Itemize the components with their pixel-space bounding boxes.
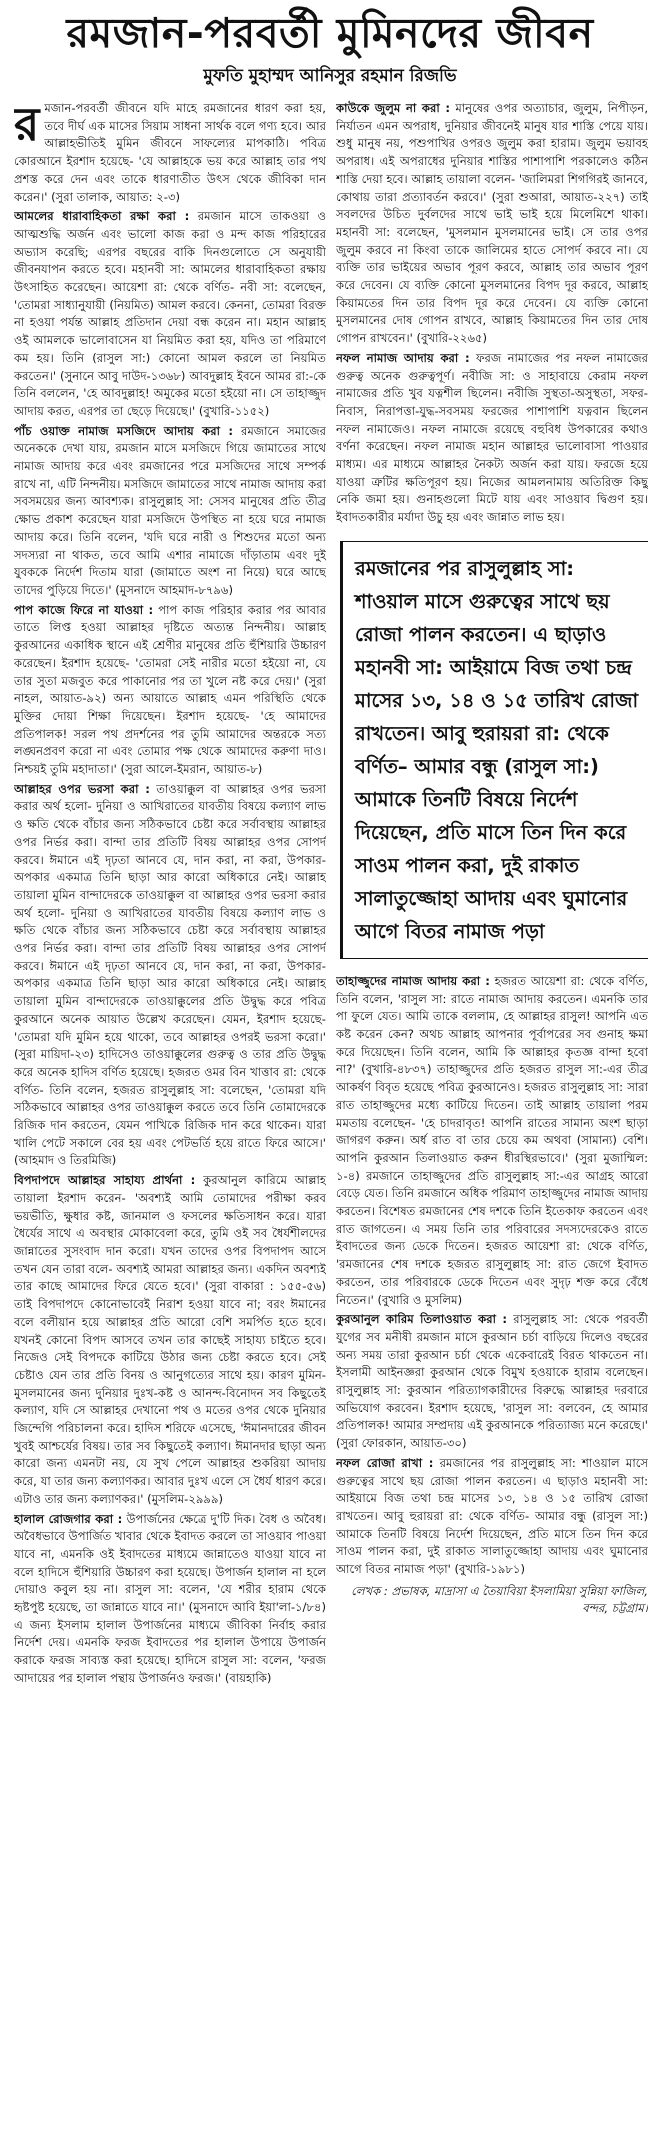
intro-text: মজান-পরবর্তী জীবনে যদি মাহে রমজানের ধারণ করা হয়, তবে দীর্ঘ এক মাসের সিয়াম সাধনা সার্থক বলে গণ্য হবে। আর আল্লাহভীতিই মুমিন জীবনে সাফল্যের মাপকাঠি। পবিত্র কোরআনে ইরশাদ হয়েছে- 'যে আল্লাহকে ভয় করে আল্লাহ তার পথ প্রশস্ত করে দেন এবং তাকে ধারণাতীত উৎস থেকে জীবিকা দান করেন।' (সুরা তালাক, আয়াত: ২-৩) — [14, 101, 326, 204]
section-paragraph — [14, 1511, 326, 1688]
section-paragraph — [14, 208, 326, 420]
section-heading: হালাল রোজগার করা : — [14, 1511, 123, 1526]
section-body: পাপ কাজ পরিহার করার পর আবার তাতে লিপ্ত হওয়া আল্লাহর দৃষ্টিতে অত্যন্ত নিন্দনীয়। আল্লাহ কুরআনের একাধিক স্থানে এই শ্রেণীর মানুষের প্রতি হুঁশিয়ারি উচ্চারণ করেছেন। ইরশাদ হয়েছে- 'তোমরা সেই নারীর মতো হইয়ো না, যে তার সুতা মজবুত করে পাকানোর পর তা খুলে নষ্ট করে দেয়।' (সুরা নাহল, আয়াত-৯২) অন্য আয়াতে আল্লাহ এমন পরিস্থিতি থেকে মুক্তির দোয়া শিক্ষা দিয়েছেন। ইরশাদ হয়েছে- 'হে আমাদের প্রতিপালক! সরল পথ প্রদর্শনের পর তুমি আমাদের অন্তরকে সত্য লঙ্ঘনপ্রবণ করো না এবং তোমার পক্ষ থেকে আমাদের করুণা দাও। নিশ্চয়ই তুমি মহাদাতা।' (সুরা আলে-ইমরান, আয়াত-৮) — [14, 602, 326, 777]
section-paragraph — [336, 100, 648, 348]
section-body: হজরত আয়েশা রা: থেকে বর্ণিত, তিনি বলেন, 'রাসুল সা: রাতে নামাজ আদায় করতেন। এমনকি তার পা ফুলে যেত। আমি তাকে বললাম, হে আল্লাহর রাসুল! আপনি এত কষ্ট করেন কেন? অথচ আল্লাহ আপনার পূর্বাপরের সব গুনাহ ক্ষমা করে দিয়েছেন। তিনি বলেন, আমি কি আল্লাহর কৃতজ্ঞ বান্দা হবো না?' (বুখারি-৪৮৩৭) তাহাজ্জুদের প্রতি হজরত রাসুল সা:-এর তীব্র আকর্ষণ বিবৃত হয়েছে পবিত্র কুরআনেও। হজরত রাসুলুল্লাহ সা: সারা রাত তাহাজ্জুদের মধ্যে কাটিয়ে দিতেন। তাই আল্লাহ তায়ালা পরম মমতায় বলেছেন- 'হে চাদরাবৃত! আপনি রাতের সামান্য অংশ ছাড়া জাগরণ করুন। অর্ধ রাত বা তার চেয়ে কম অথবা (সামান্য) বেশি। আপনি কুরআন তিলাওয়াত করুন ধীরস্থিরভাবে।' (সুরা মুজাম্মিল: ১-৪) রমজানে তাহাজ্জুদের প্রতি রাসুলুল্লাহ সা:-এর আগ্রহ আরো বেড়ে যেত। তিনি রমজানে অধিক পরিমাণ তাহাজ্জুদের নামাজ আদায় করতেন। বিশেষত রমজানের শেষ দশকে তিনি ইতেকাফ করতেন এবং রাত জাগতেন। এ সময় তিনি তার পরিবারের সদস্যদেরকেও রাতে ইবাদতের জন্য ডেকে দিতেন। হজরত আয়েশা রা: থেকে বর্ণিত, 'রমজানের শেষ দশকে হজরত রাসুলুল্লাহ সা: রাত জেগে ইবাদত করতেন, তার পরিবারকে ডেকে দিতেন এবং সুদৃঢ় শক্ত করে বেঁধে নিতেন।' (বুখারি ও মুসলিম) — [336, 973, 648, 1307]
section-body: রমজানের পর রাসুলুল্লাহ সা: শাওয়াল মাসে গুরুত্বের সাথে ছয় রোজা পালন করতেন। এ ছাড়াও মহানবী সা: আইয়ামে বিজ তথা চন্দ্র মাসের ১৩, ১৪ ও ১৫ তারিখ রোজা রাখতেন। আবু হুরায়রা রা: থেকে বর্ণিত- আমার বন্ধু (রাসুল সা:) আমাকে তিনটি বিষয়ে নির্দেশ দিয়েছেন, প্রতি মাসে তিন দিন করে সাওম পালন করা, দুই রাকাত সালাতুজ্জোহা আদায় এবং ঘুমানোর আগে বিতর নামাজ পড়া' (বুখারি-১৯৮১) — [336, 1455, 648, 1577]
section-paragraph — [336, 1455, 648, 1579]
section-heading: আল্লাহর ওপর ভরসা করা : — [14, 781, 150, 796]
section-paragraph — [336, 350, 648, 527]
article-title: রমজান-পরবর্তী মুমিনদের জীবন — [66, 9, 594, 57]
section-paragraph — [14, 423, 326, 600]
section-body: তাওয়াক্কুল বা আল্লাহর ওপর ভরসা করার অর্থ হলো- দুনিয়া ও আখিরাতের যাবতীয় বিষয়ে কল্যাণ লাভ ও ক্ষতি থেকে বাঁচার জন্য সঠিকভাবে চেষ্টা করে সর্বাবস্থায় আল্লাহর ওপর নির্ভর করা। বান্দা তার প্রতিটি বিষয় আল্লাহর ওপর সোপর্দ করবে। ঈমানে এই দৃঢ়তা আনবে যে, দান করা, না করা, উপকার-অপকার একমাত্র তিনি ছাড়া আর কারো অধিকারে নেই। আল্লাহ তায়ালা মুমিন বান্দাদেরকে তাওয়াক্কুল বা আল্লাহর ওপর ভরসা করার অর্থ হলো- দুনিয়া ও আখিরাতের যাবতীয় বিষয়ে কল্যাণ লাভ ও ক্ষতি থেকে বাঁচার জন্য সঠিকভাবে চেষ্টা করে সর্বাবস্থায় আল্লাহর ওপর নির্ভর করা। বান্দা তার প্রতিটি বিষয় আল্লাহর ওপর সোপর্দ করবে। ঈমানে এই দৃঢ়তা আনবে যে, দান করা, না করা, উপকার-অপকার একমাত্র তিনি ছাড়া আর কারো অধিকারে নেই। আল্লাহ তায়ালা মুমিন বান্দাদেরকে তাওয়াক্কুলের প্রতি উদ্বুদ্ধ করে পবিত্র কুরআনে অনেক আয়াত উল্লেখ করেছেন। যেমন, ইরশাদ হয়েছে- 'তোমরা যদি মুমিন হয়ে থাকো, তবে আল্লাহর ওপরই ভরসা করো।' (সুরা মায়িদা-২৩) হাদিসেও তাওয়াক্কুলের গুরুত্ব ও তার প্রতি উদ্বুদ্ধ করে অনেক হাদিস বর্ণিত হয়েছে। হজরত ওমর বিন খাত্তাব রা: থেকে বর্ণিত- তিনি বলেন, হজরত রাসুলুল্লাহ সা: বলেছেন, 'তোমরা যদি সঠিকভাবে আল্লাহর ওপর তাওয়াক্কুল করতে তবে তিনি তোমাদেরকে রিজিক দান করতেন, যেমন পাখিকে রিজিক দান করে থাকেন। যারা খালি পেটে সকালে বের হয় এবং পেটভর্তি হয়ে রাতে ফিরে আসে।' (আহমাদ ও তিরমিজি) — [14, 781, 326, 1168]
section-heading: নফল নামাজ আদায় করা : — [336, 350, 470, 365]
article-author: মুফতি মুহাম্মদ আনিসুর রহমান রিজভি — [203, 66, 457, 86]
section-heading: আমলের ধারাবাহিকতা রক্ষা করা : — [14, 209, 190, 224]
pull-quote: রমজানের পর রাসুলুল্লাহ সা: শাওয়াল মাসে গুরুত্বের সাথে ছয় রোজা পালন করতেন। এ ছাড়াও মহানবী সা: আইয়ামে বিজ তথা চন্দ্র মাসের ১৩, ১৪ ও ১৫ তারিখ রোজা রাখতেন। আবু হুরায়রা রা: থেকে বর্ণিত– আমার বন্ধু (রাসুল সা:) আমাকে তিনটি বিষয়ে নির্দেশ দিয়েছেন, প্রতি মাসে তিন দিন করে সাওম পালন করা, দুই রাকাত সালাতুজ্জোহা আদায় এবং ঘুমানোর আগে বিতর নামাজ পড়া — [340, 541, 648, 959]
section-body: মানুষের ওপর অত্যাচার, জুলুম, নিপীড়ন, নির্যাতন এমন অপরাধ, দুনিয়ার জীবনেই মানুষ যার শাস্তি পেয়ে যায়। শুধু মানুষ নয়, পশুপাখির ওপরও জুলুম করা হারাম। জুলুম ভয়াবহ অপরাধ। এই অপরাধের দুনিয়ার শাস্তির পাশাপাশি পরকালেও কঠিন শাস্তি দেয়া হবে। আল্লাহ তায়ালা বলেন- 'জালিমরা শিগগিরই জানবে, কোথায় তারা প্রত্যাবর্তন করবে।' (সুরা শুআরা, আয়াত-২২৭) তাই সবলদের উচিত দুর্বলদের সাথে ভাই ভাই হয়ে মিলেমিশে থাকা। মহানবী সা: বলেছেন, 'মুসলমান মুসলমানের ভাই। সে তার ওপর জুলুম করবে না কিংবা তাকে জালিমের হাতে সোপর্দ করবে না। যে ব্যক্তি তার ভাইয়ের অভাব পূরণ করবে, আল্লাহ তার অভাব পূরণ করে দেবেন। যে ব্যক্তি কোনো মুসলমানের বিপদ দূর করবে, আল্লাহ কিয়ামতের দিন তার বিপদ দূর করে দেবেন। যে ব্যক্তি কোনো মুসলমানের দোষ গোপন রাখবে, আল্লাহ কিয়ামতের দিন তার দোষ গোপন রাখবেন।' (বুখারি-২২৬৫) — [336, 101, 648, 346]
section-heading: পাপ কাজে ফিরে না যাওয়া : — [14, 602, 154, 617]
intro-paragraph — [14, 100, 326, 206]
section-body: ফরজ নামাজের পর নফল নামাজের গুরুত্ব অনেক গুরুত্বপূর্ণ। নবীজি সা: ও সাহাবায়ে কেরাম নফল নামাজের প্রতি খুব যত্নশীল ছিলেন। নবীজি সুস্থতা-অসুস্থতা, সফর-নিবাস, নিরাপত্তা-যুদ্ধ-সবসময় ফরজের পাশাপাশি যত্নবান ছিলেন নফল নামাজেও। নফল নামাজে রয়েছে বহুবিধ উপকারের কথাও বর্ণনা করেছেন। নফল নামাজ মহান আল্লাহর ভালোবাসা পাওয়ার মাধ্যম। এর মাধ্যমে আল্লাহর নৈকট্য অর্জন করা যায়। ফরজে হয়ে যাওয়া ত্রুটির ক্ষতিপূরণ হয়। নিজের আমলনামায় অতিরিক্ত কিছু নেকি জমা হয়। গুনাহগুলো মিটে যায় এবং সাওয়াব দ্বিগুণ হয়। ইবাদতকারীর মর্যাদা উচু হয় এবং জান্নাত লাভ হয়। — [336, 350, 648, 525]
section-paragraph — [336, 1311, 648, 1453]
section-heading: কুরআনুল কারিম তিলাওয়াত করা : — [336, 1312, 508, 1327]
section-body: কুরআনুল কারিমে আল্লাহ তায়ালা ইরশাদ করেন- 'অবশ্যই আমি তোমাদের পরীক্ষা করব ভয়ভীতি, ক্ষুধার কষ্ট, জানমাল ও ফসলের ক্ষতিসাধন করে। যারা ধৈর্যের সাথে এ অবস্থার মোকাবেলা করে, তুমি ওই সব ধৈর্যশীলদের জান্নাতের সুসংবাদ দান করো। যখন তাদের ওপর বিপদাপদ আসে তখন যেন তারা বলে- অবশ্যই আমরা আল্লাহর জন্য। একদিন অবশ্যই তার কাছে আমাদের ফিরে যেতে হবে।' (সুরা বাকারা : ১৫৫-৫৬) তাই বিপদাপদে কোনোভাবেই নিরাশ হওয়া যাবে না; বরং ঈমানের বলে বলীয়ান হয়ে আল্লাহর প্রতি আরো বেশি সমর্পিত হতে হবে। যখনই কোনো বিপদ আসবে তখন তার কাছেই সাহায্য চাইতে হবে। নিজেও সেই বিপদকে কাটিয়ে উঠার জন্য চেষ্টা করতে হবে। সেই চেষ্টাও যেন তার প্রতি বিনয় ও আনুগত্যের সাথে হয়। কারণ মুমিন-মুসলমানের জন্য দুনিয়ার দুঃখ-কষ্ট ও আনন্দ-বিনোদন সব কিছুতেই কল্যাণ, যদি সে আল্লাহর দেখানো পথ ও মতের ওপর থেকে দুনিয়ার জিন্দেগি পরিচালনা করে। হাদিস শরিফে এসেছে, 'ঈমানদারের জীবন খুবই আশ্চর্যের বিষয়। তার সব কিছুতেই কল্যাণ। ঈমানদার ছাড়া অন্য কারো জন্য এমনটা নয়, যে সুখ পেলে আল্লাহর শুকরিয়া আদায় করে, যা তার জন্য কল্যাণকর। আবার দুঃখ এলে সে ধৈর্য ধারণ করে। এটাও তার জন্য কল্যাণকর।' (মুসলিম-২৯৯৯) — [14, 1173, 326, 1506]
section-heading: নফল রোজা রাখা : — [336, 1455, 434, 1470]
drop-cap: র — [14, 100, 40, 151]
author-credit: লেখক : প্রভাষক, মাদ্রাসা এ তৈয়াবিয়া ইসলামিয়া সুন্নিয়া ফাজিল, বন্দর, চট্টগ্রাম। — [351, 1583, 648, 1616]
section-paragraph — [14, 602, 326, 779]
section-body: রমজানে সমাজের অনেককে দেখা যায়, রমজান মাসে মসজিদে গিয়ে জামাতের সাথে নামাজ আদায় করে এবং রমজানের পরে মসজিদের সাথে সম্পর্ক রাখে না, এটি নিন্দনীয়। মসজিদে জামাতের সাথে নামাজ আদায় করা সবসময়ের জন্য আবশ্যক। রাসুলুল্লাহ সা: সেসব মানুষের প্রতি তীব্র ক্ষোভ প্রকাশ করেছেন যারা মসজিদে উপস্থিত না হয়ে ঘরে নামাজ আদায় করে। তিনি বলেন, 'যদি ঘরে নারী ও শিশুদের মতো অন্য সদস্যরা না থাকত, তবে আমি এশার নামাজে দাঁড়াতাম এবং দুই যুবককে নির্দেশ দিতাম যারা (জামাতে অংশ না নিয়ে) ঘরে আছে তাদের পুড়িয়ে দিতে।' (মুসনাদে আহমাদ-৮৭৯৬) — [14, 423, 326, 597]
section-heading: বিপদাপদে আল্লাহর সাহায্য প্রার্থনা : — [14, 1173, 196, 1188]
section-heading: পাঁচ ওয়াক্ত নামাজ মসজিদে আদায় করা : — [14, 423, 233, 438]
article-column-right — [336, 100, 648, 2130]
section-paragraph — [14, 1172, 326, 1508]
section-body: উপার্জনের ক্ষেত্রে দু'টি দিক। বৈধ ও অবৈধ। অবৈধভাবে উপার্জিত খাবার থেকে ইবাদত করলে তা সাওয়াব পাওয়া যাবে না, এমনকি ওই ইবাদতের মাধ্যমে জান্নাতেও যাওয়া যাবে না বলে হাদিসে হুঁশিয়ারি উচ্চারণ করা হয়েছে। উপার্জন হালাল না হলে দোয়াও কবুল হয় না। রাসুল সা: বলেন, 'যে শরীর হারাম থেকে হৃষ্টপুষ্ট হয়েছে, তা জান্নাতে যাবে না।' (মুসনাদে আবি ইয়া'লা-১/৮৪) এ জন্য ইসলাম হালাল উপার্জনের মাধ্যমে জীবিকা নির্বাহ করার নির্দেশ দেয়। এমনকি ফরজ ইবাদতের পর হালাল উপায়ে উপার্জন করাকে ফরজ সাব্যস্ত করা হয়েছে। হাদিসে রাসুল সা: বলেন, 'ফরজ আদায়ের পর হালাল পন্থায় উপার্জনও ফরজ।' (বায়হাকি) — [14, 1511, 326, 1685]
section-paragraph — [14, 781, 326, 1170]
section-body: রমজান মাসে তাকওয়া ও আত্মশুদ্ধি অর্জন এবং ভালো কাজ করা ও মন্দ কাজ পরিহারের অভ্যাস করেছি; এরপর বছরের বাকি দিনগুলোতে সে অনুযায়ী জীবনযাপন করতে হবে। মহানবী সা: আমলের ধারাবাহিকতা রক্ষায় উৎসাহিত করেছেন। আয়েশা রা: থেকে বর্ণিত- নবী সা: বলেছেন, 'তোমরা সাধ্যানুযায়ী (নিয়মিত) আমল করবে। কেননা, তোমরা বিরক্ত না হওয়া পর্যন্ত আল্লাহ প্রতিদান দেয়া বন্ধ করেন না। মহান আল্লাহ ওই আমলকে ভালোবাসেন যা নিয়মিত করা হয়, যদিও তা পরিমাণে কম হয়। তিনি (রাসুল সা:) কোনো আমল করলে তা নিয়মিত করতেন।' (সুনানে আবু দাউদ-১৩৬৮) আবদুল্লাহ ইবনে আমর রা:-কে তিনি বললেন, 'হে আবদুল্লাহ! অমুকের মতো হইয়ো না। সে তাহাজ্জুদ আদায় করত, এরপর তা ছেড়ে দিয়েছে।' (বুখারি-১১৫২) — [14, 209, 326, 418]
section-body: রাসুলুল্লাহ সা: থেকে পরবর্তী যুগের সব মনীষী রমজান মাসে কুরআন চর্চা বাড়িয়ে দিলেও বছরের অন্য সময় তারা কুরআন চর্চা থেকে একেবারেই বিরত থাকতেন না। ইসলামী আইনজ্ঞরা কুরআন থেকে বিমুখ হওয়াকে হারাম বলেছেন। রাসুলুল্লাহ সা: কুরআন পরিত্যাগকারীদের বিরুদ্ধে আল্লাহর দরবারে অভিযোগ করবেন। ইরশাদ হয়েছে, 'রাসুল সা: বলবেন, হে আমার প্রতিপালক! আমার সম্প্রদায় এই কুরআনকে পরিত্যাজ্য মনে করেছে।' (সুরা ফোরকান, আয়াত-৩০) — [336, 1312, 648, 1451]
section-heading: কাউকে জুলুম না করা : — [336, 101, 451, 115]
section-paragraph — [336, 973, 648, 1309]
article-column-left — [14, 100, 326, 2130]
section-heading: তাহাজ্জুদের নামাজ আদায় করা : — [336, 973, 490, 988]
